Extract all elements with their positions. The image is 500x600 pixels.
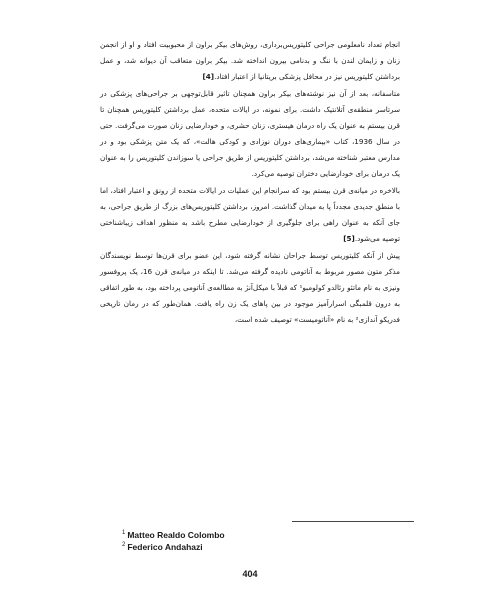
paragraph-4-text: پیش از آنکه کلیتوریس توسط جراحان نشانه گرفته شود، این عضو برای قرن‌ها توسط نویسندگان مذکر متون مصور مربوط به آناتومی نادیده گرفته می‌شد. تا اینکه در میانه‌ی قرن 16، یک پروفسور ونیزی به نام ماتئو رئالدو کولومبو¹ که قبلاً با میکل‌آنژ به مطالعه‌ی آناتومی پرداخته بود، به طور اتفاقی به درون قلمبگی اسرارآمیز موجود در بین پاهای یک زن راه یافت. همان‌طور که در رمان تاریخی فدریکو آندازی² به نام «آناتومیست» توصیف شده است، [100, 251, 401, 324]
paragraph-1 [100, 37, 400, 85]
paragraph-3 [100, 183, 400, 247]
paragraph-4 [100, 248, 400, 328]
footnote-1-number: 1 [122, 530, 126, 536]
footnote-1 [122, 528, 372, 540]
paragraph-1-text: انجام تعداد نامعلومی جراحی کلیتوریس‌برداری، روش‌های بیکر براون از محبوبیت افتاد و او از انجمن زنان و زایمان لندن با ننگ و بدنامی بیرون انداخته شد. بیکر براون متعاقب آن دیوانه شد، و عمل برداشتن کلیتوریس نیز در محافل پزشکی بریتانیا از اعتبار افتاد. [100, 40, 400, 81]
footnote-2 [122, 540, 372, 552]
footnotes [122, 528, 372, 552]
footnote-divider [292, 521, 414, 522]
reference-4: [4] [202, 72, 215, 81]
paragraph-3-text: بالاخره در میانه‌ی قرن بیستم بود که سرانجام این عملیات در ایالات متحده از رونق و اعتبار افتاد، اما با منطق جدیدی مجدداً پا به میدان گذاشت. امروز، برداشتن کلیتوریس‌های بزرگ از طریق جراحی، به جای آنکه به عنوان راهی برای جلوگیری از خودارضایی مطرح باشد به منظور اهداف زیباشناختی توصیه می‌شود. [100, 186, 400, 243]
reference-5: [5] [343, 234, 355, 243]
footnote-2-number: 2 [122, 541, 126, 548]
paragraph-2 [100, 86, 400, 182]
paragraph-2-text: متاسفانه، بعد از آن نیز نوشته‌های بیکر براون همچنان تاثیر قابل‌توجهی بر جراحی‌های پزشکی در سرتاسر منطقه‌ی آتلانتیک داشت. برای نمونه، در ایالات متحده، عمل برداشتن کلیتوریس همچنان تا قرن بیستم به عنوان یک راه درمان هیستری، زنان حشری، و خودارضایی زنان صورت می‌گرفت. حتی در سال 1936، کتاب «بیماری‌های دوران نوزادی و کودکی هالت»، که یک متن پزشکی بود و در مدارس معتبر شناخته می‌شد، برداشتن کلیتوریس از طریق جراحی یا سوزاندن کلیتوریس را به عنوان یک درمان برای خودارضایی دختران توصیه می‌کرد. [100, 89, 400, 178]
footnote-1-text: Matteo Realdo Colombo [127, 529, 225, 540]
footnote-2-text: Federico Andahazi [127, 541, 203, 552]
body-text [100, 37, 400, 329]
page-number: 404 [242, 569, 258, 579]
